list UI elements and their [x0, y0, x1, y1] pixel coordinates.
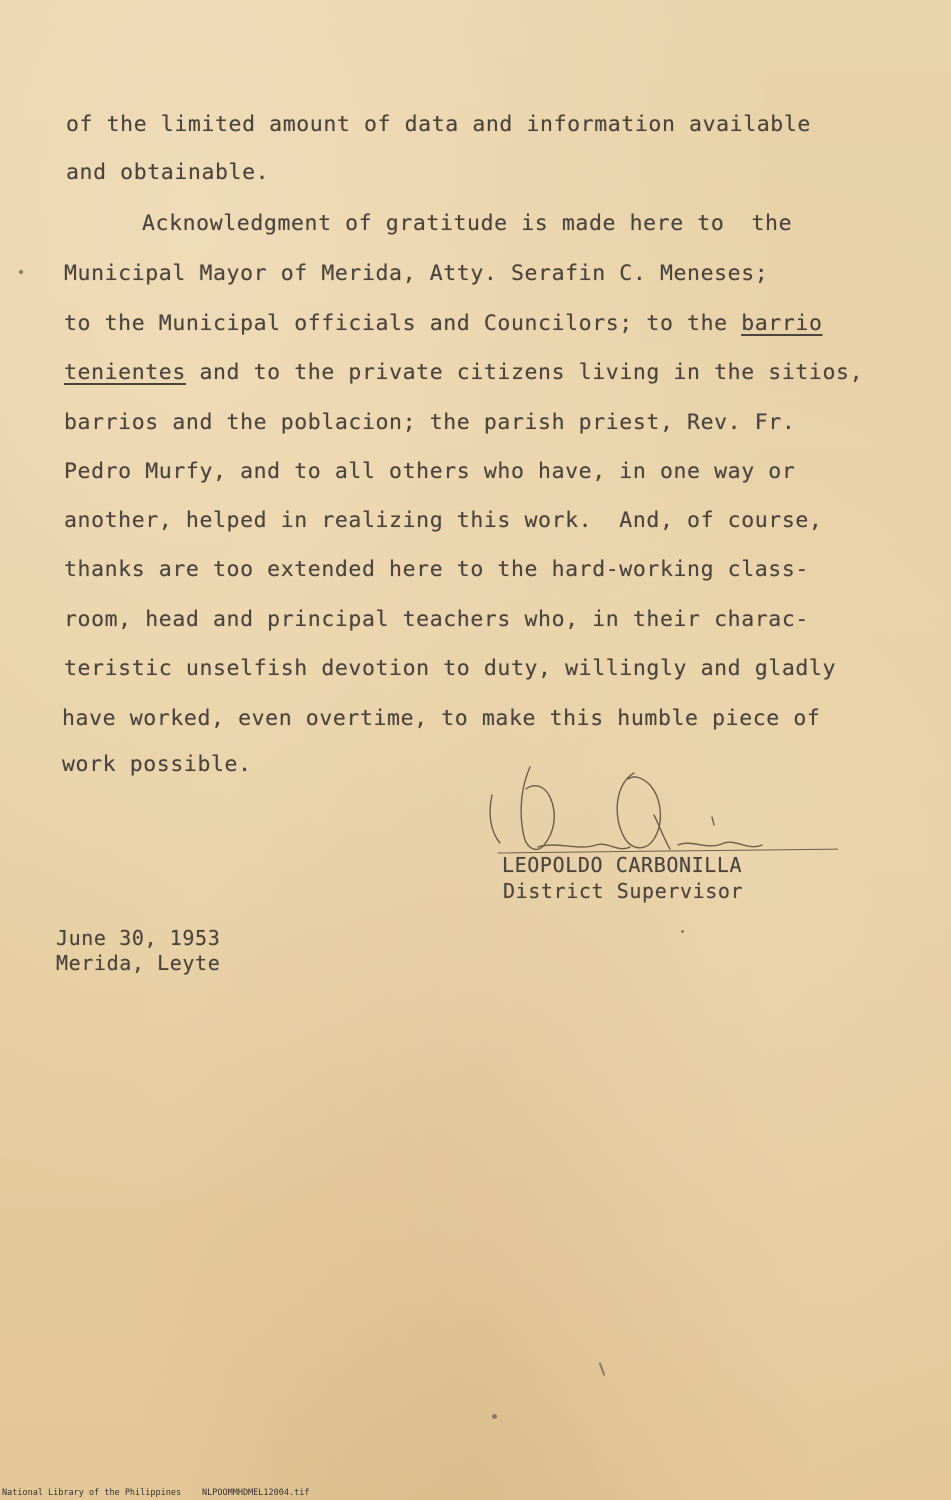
body-line-5-text: to the Municipal officials and Councilors; to the	[64, 311, 742, 336]
body-line-8: Pedro Murfy, and to all others who have, in one way or	[64, 459, 796, 484]
paper-speck	[492, 1414, 497, 1419]
body-line-10: thanks are too extended here to the hard-working class-	[64, 557, 809, 582]
paper-speck	[19, 270, 23, 274]
document-place: Merida, Leyte	[56, 951, 221, 975]
body-line-2: and obtainable.	[66, 160, 270, 185]
signatory-name: LEOPOLDO CARBONILLA	[502, 853, 743, 877]
body-line-5	[64, 311, 822, 336]
body-line-6-text: and to the private citizens living in the sitios,	[185, 360, 864, 385]
body-line-1: of the limited amount of data and information available	[66, 112, 811, 137]
body-line-7: barrios and the poblacion; the parish priest, Rev. Fr.	[64, 410, 796, 435]
footer-library: National Library of the Philippines	[2, 1488, 182, 1498]
underlined-tenientes: tenientes	[64, 360, 186, 385]
body-line-6	[64, 360, 863, 385]
body-line-13: have worked, even overtime, to make this humble piece of	[62, 706, 821, 731]
body-line-4: Municipal Mayor of Merida, Atty. Serafin C. Meneses;	[64, 261, 769, 286]
body-line-11: room, head and principal teachers who, in their charac-	[64, 607, 809, 632]
paper-speck	[681, 930, 684, 933]
body-line-9: another, helped in realizing this work. And, of course,	[64, 508, 823, 533]
signatory-title: District Supervisor	[503, 879, 744, 903]
body-line-3: Acknowledgment of gratitude is made here to the	[142, 211, 793, 236]
body-line-12: teristic unselfish devotion to duty, willingly and gladly	[64, 656, 837, 681]
underlined-barrio: barrio	[741, 311, 823, 336]
footer-filename: NLPOOMMHDMEL12004.tif	[202, 1488, 310, 1498]
document-date: June 30, 1953	[56, 926, 221, 950]
body-line-14: work possible.	[62, 752, 252, 777]
paper-speck	[599, 1362, 606, 1376]
